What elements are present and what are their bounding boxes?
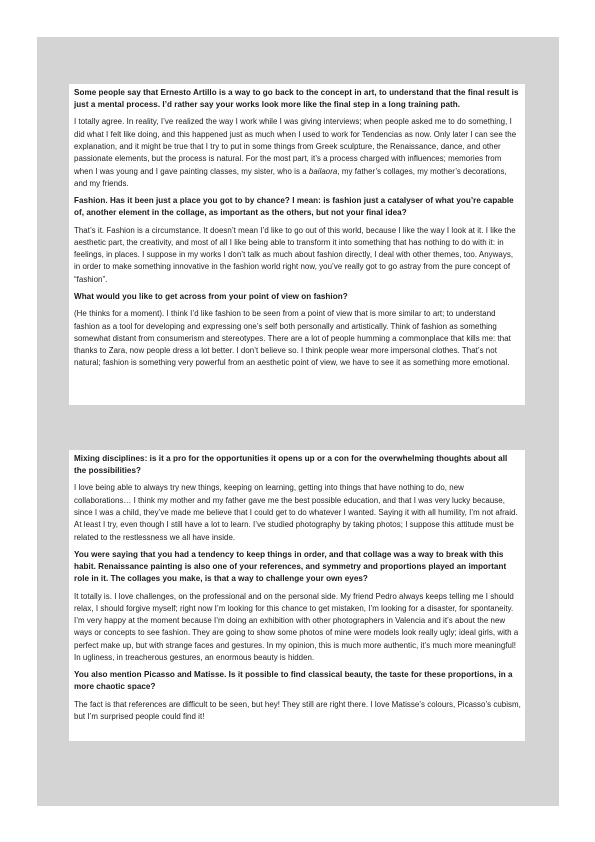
question-2: Fashion. Has it been just a place you got to by chance? I mean: is fashion just a catalyser of what you’re capable of, another element in the collage, as important as the others, but not your final idea? [74,196,514,218]
answer-4: I love being able to always try new things, keeping on learning, getting into things that have nothing to do, new collaborations… I think my mother and my father gave me the best possible education, and that I was very lucky because, since I was a child, they’ve made me believe that I could get to do whatever I wanted. Saying it with all humility, I’m not afraid. At least I try, even though I still have a lot to learn. I’ve studied photography by taking photos; I suppose this attitude must be related to the restlessness we all have inside. [74,483,518,542]
answer-1 [74,116,521,190]
answer-6: The fact is that references are difficult to be seen, but hey! They still are right there. I love Matisse’s colours, Picasso’s cubism, but I’m surprised people could find it! [74,699,521,721]
answer-1-text-a: I totally agree. In reality, I’ve realized the way I work while I was giving interviews; when people asked me to do something, I did what I felt like doing, and this happened just as much when I used to work for Tendencias as now. Only later I can see the explanation, and it might be true that I try to put in some things from Greek sculpture, the Renaissance, dance, and other passionate elements, but the process is natural. For the most part, it’s a process charged with influences; memories from when I was young and I gave painting classes, my sister, who is a [74,117,517,176]
question-5: You were saying that you had a tendency to keep things in order, and that collage was a way to break with this habit. Renaissance painting is also one of your references, and symmetry and proportions played an important role in it. The collages you make, is that a way to challenge your own eyes? [74,549,507,584]
answer-2: That’s it. Fashion is a circumstance. It doesn’t mean I’d like to go out of this world, because I like the way I look at it. I like the aesthetic part, the creativity, and most of all I like being able to transform it into something that has nothing to do with it: in feelings, in places. I suppose in my works I don’t talk as much about fashion directly, I deal with other themes, too. Anyways, in order to make something innovative in the fashion world right now, you’ve really got to go astray from the pure concept of “fashion”. [74,225,516,284]
interview-block-1 [69,84,525,405]
answer-3: (He thinks for a moment). I think I’d like fashion to be seen from a point of view that is more similar to art; to understand fashion as a tool for developing and expressing one’s self both personally and artistically. Think of fashion as something somewhat distant from consumerism and stereotypes. There are a lot of people humming a commonplace that kills me: that thanks to Zara, now people dress a lot better. I don’t believe so. I think people wear more impersonal clothes. That’s not natural; fashion is something very powerful from an aesthetic point of view, we have to see it as something more emotional. [74,309,511,368]
answer-5: It totally is. I love challenges, on the professional and on the personal side. My friend Pedro always keeps telling me I should relax, I should forgive myself; right now I’m looking for this chance to get mistaken, I’m looking for a disaster, for spontaneity. I’m very happy at the moment because I’m doing an exhibition with other photographers in Valencia and it’s about the new ways or concepts to see fashion. They are going to show some photos of mine were models look really ugly; ideal girls, with a perfect make up, but with strange faces and gestures. In my opinion, this is much more authentic, it’s much more meaningful! In ugliness, in treacherous gestures, an enormous beauty is hidden. [74,591,519,662]
interview-block-2 [69,450,525,741]
question-3: What would you like to get across from your point of view on fashion? [74,292,348,302]
question-4: Mixing disciplines: is it a pro for the opportunities it opens up or a con for the overwhelming thoughts about all the possibilities? [74,454,508,476]
question-1: Some people say that Ernesto Artillo is a way to go back to the concept in art, to understand that the final result is just a mental process. I’d rather say your works look more like the final step in a long training path. [74,88,519,110]
question-6: You also mention Picasso and Matisse. Is it possible to find classical beauty, the taste for these proportions, in a more chaotic space? [74,670,513,692]
answer-1-italic: bailaora [308,166,338,176]
answer-1-text-b: , my father’s collages, my mother’s decorations, and my friends. [74,166,507,188]
